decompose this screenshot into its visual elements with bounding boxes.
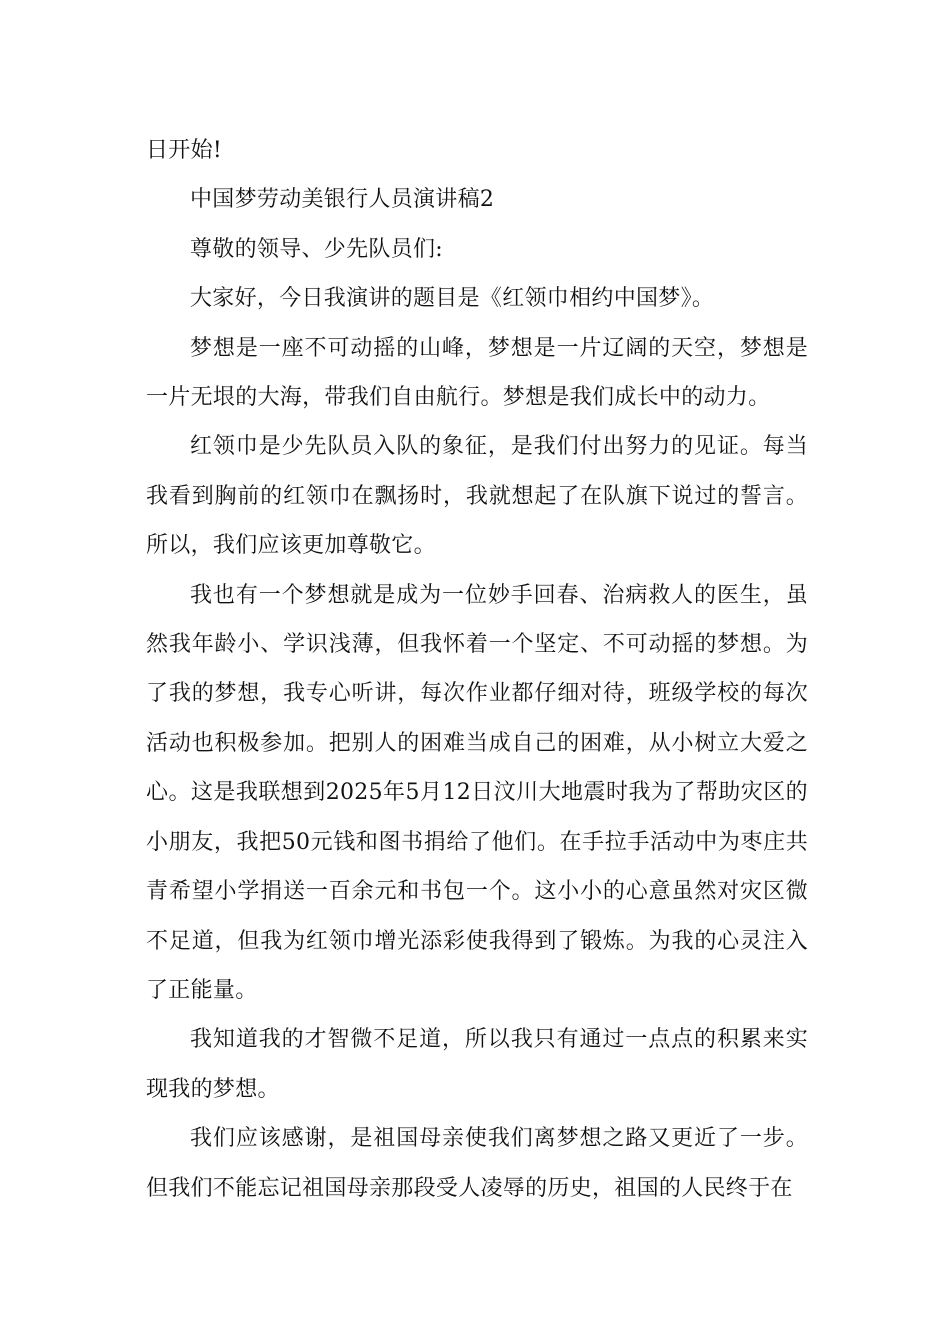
paragraph-continuation: 日开始!	[146, 138, 223, 163]
salutation: 尊敬的领导、少先队员们:	[190, 236, 444, 262]
paragraph: 我也有一个梦想就是成为一位妙手回春、治病救人的医生，虽然我年龄小、学识浅薄，但我怀着一个坚定、不可动摇的梦想。为了我的梦想，我专心听讲，每次作业都仔细对待，班级学校的每次活动也积极参加。把别人的困难当成自己的困难，从小树立大爱之心。这是我联想到2025年5月12日汶川大地震时我为了帮助灾区的小朋友，我把50元钱和图书捐给了他们。在手拉手活动中为枣庄共青希望小学捐送一百余元和书包一个。这小小的心意虽然对灾区微不足道，但我为红领巾增光添彩使我得到了锻炼。为我的心灵注入了正能量。	[146, 582, 808, 1003]
paragraph: 梦想是一座不可动摇的山峰，梦想是一片辽阔的天空，梦想是一片无垠的大海，带我们自由航行。梦想是我们成长中的动力。	[146, 335, 808, 411]
paragraph: 我们应该感谢，是祖国母亲使我们离梦想之路又更近了一步。但我们不能忘记祖国母亲那段受人凌辱的历史，祖国的人民终于在	[146, 1126, 808, 1201]
paragraph: 红领巾是少先队员入队的象征，是我们付出努力的见证。每当我看到胸前的红领巾在飘扬时，我就想起了在队旗下说过的誓言。所以，我们应该更加尊敬它。	[146, 434, 808, 559]
speech-title: 中国梦劳动美银行人员演讲稿2	[190, 187, 495, 213]
paragraph: 我知道我的才智微不足道，所以我只有通过一点点的积累来实现我的梦想。	[146, 1027, 808, 1102]
paragraph: 大家好，今日我演讲的题目是《红领巾相约中国梦》。	[190, 286, 715, 312]
document-body	[146, 126, 808, 1213]
